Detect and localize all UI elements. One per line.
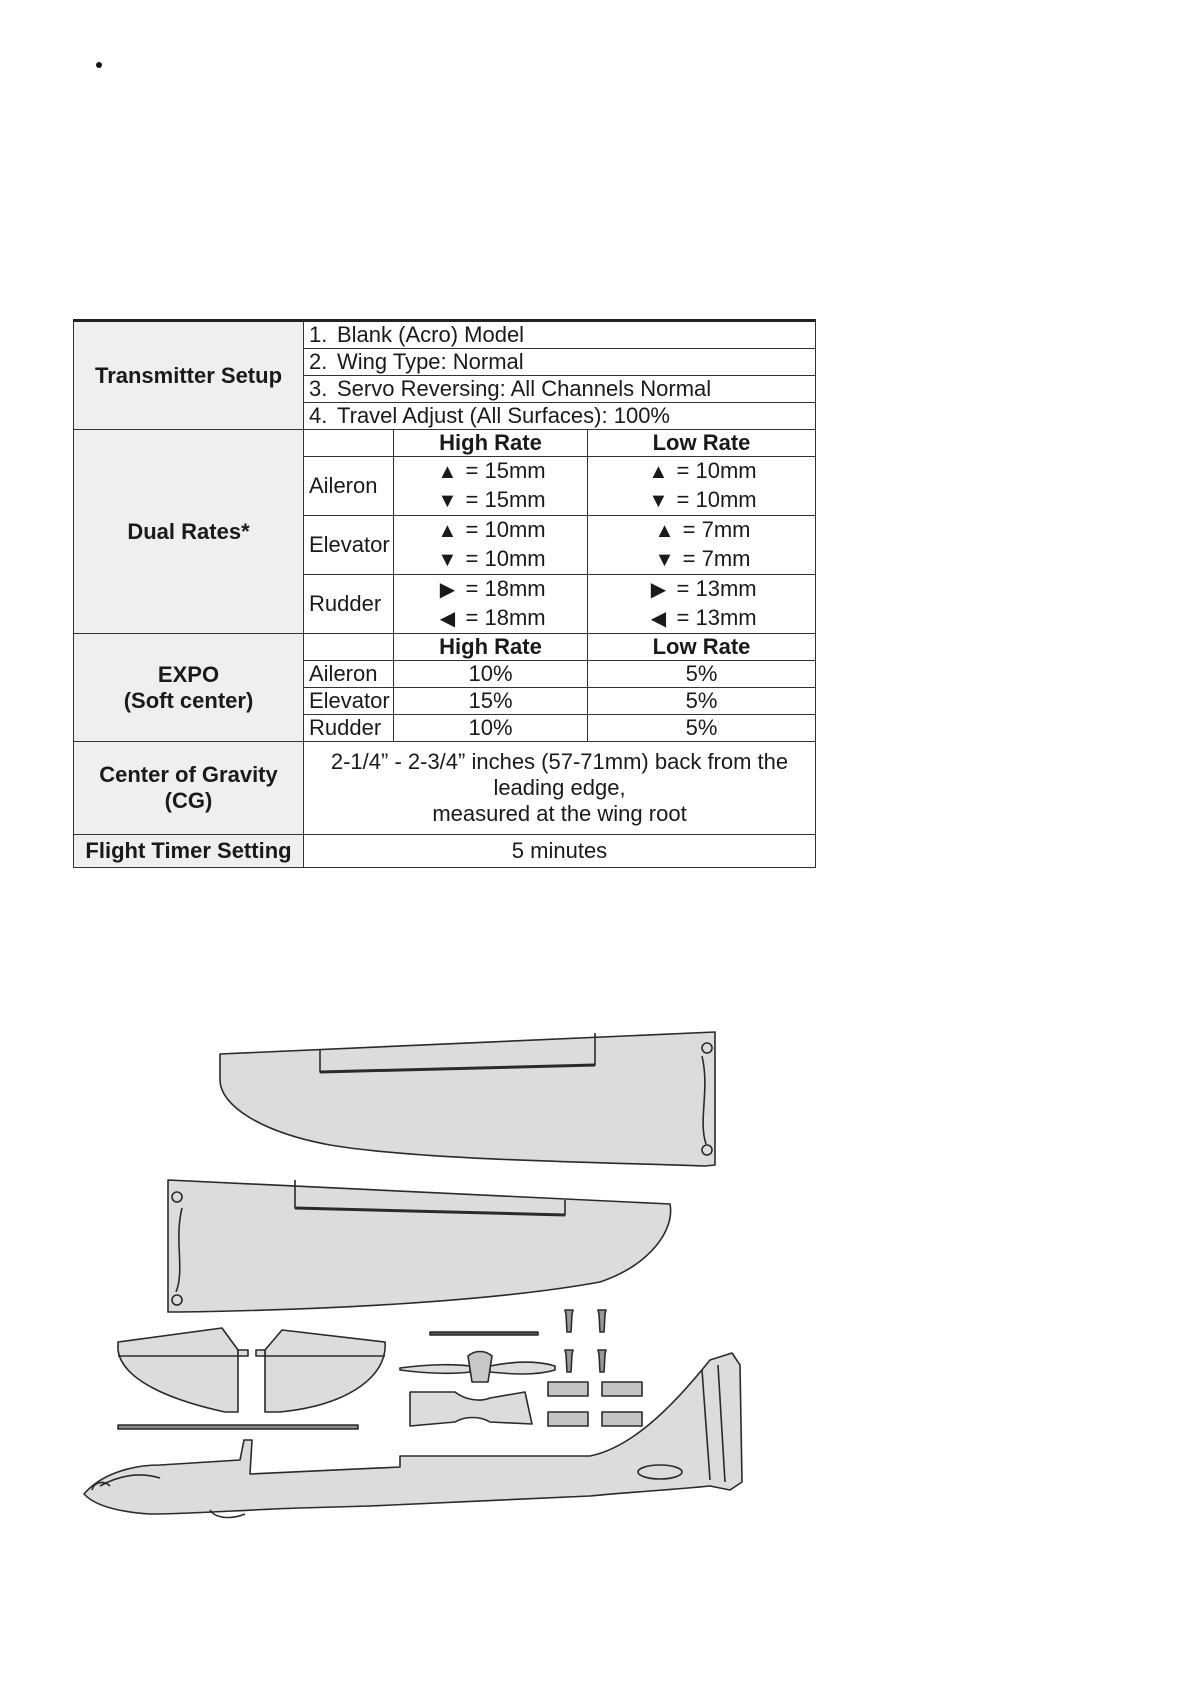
cg-label: Center of Gravity (CG)	[74, 742, 304, 835]
setup-table	[73, 319, 816, 868]
surface-label: Aileron	[304, 457, 394, 516]
low-rate-header: Low Rate	[588, 634, 816, 661]
high-rate-header: High Rate	[394, 430, 588, 457]
up-arrow-icon: ▲	[437, 461, 458, 483]
up-arrow-icon: ▲	[648, 461, 669, 483]
right-arrow-icon: ▶	[439, 579, 456, 601]
expo-high-value: 15%	[394, 688, 588, 715]
screws	[565, 1310, 606, 1372]
right-wing-panel	[220, 1032, 715, 1166]
high-rate-cell: ▲ = 15mm ▼ = 15mm	[394, 457, 588, 516]
up-arrow-icon: ▲	[654, 520, 675, 542]
expo-low-value: 5%	[588, 715, 816, 742]
cg-row	[74, 742, 816, 835]
down-arrow-icon: ▼	[437, 490, 458, 512]
down-arrow-icon: ▼	[654, 549, 675, 571]
expo-label: EXPO (Soft center)	[74, 634, 304, 742]
low-rate-cell: ▶ = 13mm ◀ = 13mm	[588, 575, 816, 634]
flight-timer-row	[74, 835, 816, 868]
low-rate-cell: ▲ = 7mm ▼ = 7mm	[588, 516, 816, 575]
low-rate-cell: ▲ = 10mm ▼ = 10mm	[588, 457, 816, 516]
down-arrow-icon: ▼	[437, 549, 458, 571]
surface-label: Rudder	[304, 715, 394, 742]
empty-cell	[304, 430, 394, 457]
flight-timer-label: Flight Timer Setting	[74, 835, 304, 868]
propeller	[400, 1352, 555, 1383]
high-rate-header: High Rate	[394, 634, 588, 661]
surface-label: Rudder	[304, 575, 394, 634]
high-rate-cell: ▶ = 18mm ◀ = 18mm	[394, 575, 588, 634]
left-arrow-icon: ◀	[650, 608, 667, 630]
expo-low-value: 5%	[588, 661, 816, 688]
left-arrow-icon: ◀	[439, 608, 456, 630]
cg-value: 2-1/4” - 2-3/4” inches (57-71mm) back from the leading edge, measured at the wing root	[304, 742, 816, 835]
tape-strips	[548, 1382, 642, 1426]
transmitter-item: 2. Wing Type: Normal	[304, 349, 816, 376]
low-rate-header: Low Rate	[588, 430, 816, 457]
expo-high-value: 10%	[394, 715, 588, 742]
surface-label: Elevator	[304, 516, 394, 575]
expo-high-value: 10%	[394, 661, 588, 688]
flight-timer-value: 5 minutes	[304, 835, 816, 868]
right-arrow-icon: ▶	[650, 579, 667, 601]
transmitter-item: 1. Blank (Acro) Model	[304, 321, 816, 349]
up-arrow-icon: ▲	[437, 520, 458, 542]
expo-low-value: 5%	[588, 688, 816, 715]
down-arrow-icon: ▼	[648, 490, 669, 512]
empty-cell	[304, 634, 394, 661]
transmitter-item: 4. Travel Adjust (All Surfaces): 100%	[304, 403, 816, 430]
dual-rates-header-row	[74, 430, 816, 457]
surface-label: Aileron	[304, 661, 394, 688]
transmitter-setup-label: Transmitter Setup	[74, 321, 304, 430]
transmitter-row-1	[74, 321, 816, 349]
surface-label: Elevator	[304, 688, 394, 715]
high-rate-cell: ▲ = 10mm ▼ = 10mm	[394, 516, 588, 575]
list-bullet	[96, 62, 102, 68]
motor-mount	[410, 1392, 532, 1426]
left-wing-panel	[168, 1180, 671, 1312]
glider-parts-drawing	[70, 1020, 810, 1540]
transmitter-item: 3. Servo Reversing: All Channels Normal	[304, 376, 816, 403]
horizontal-stabilizer	[118, 1328, 385, 1412]
expo-header-row	[74, 634, 816, 661]
dual-rates-label: Dual Rates*	[74, 430, 304, 634]
